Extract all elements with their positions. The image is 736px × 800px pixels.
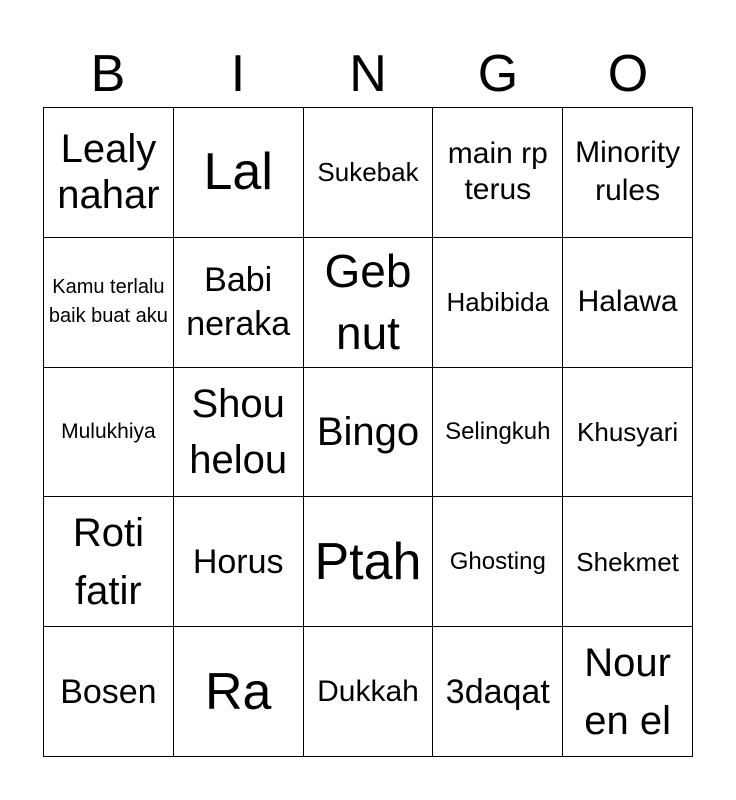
bingo-cell[interactable]	[44, 238, 174, 368]
bingo-cell[interactable]	[174, 108, 304, 238]
header-letter-n: N	[349, 45, 387, 103]
bingo-cell[interactable]	[304, 368, 434, 498]
cell-text: main rp terus	[447, 137, 548, 207]
header-letter-o: O	[607, 45, 649, 103]
cell-text: Selingkuh	[445, 417, 551, 445]
cell-text: Shekmet	[576, 546, 679, 577]
cell-text: Ghosting	[449, 547, 546, 575]
cell-text: Shou helou	[189, 381, 288, 482]
bingo-cell[interactable]	[433, 497, 563, 627]
bingo-cell[interactable]	[44, 497, 174, 627]
cell-text: 3daqat	[445, 672, 550, 711]
bingo-header	[43, 40, 693, 108]
cell-text: Ra	[204, 662, 272, 721]
bingo-cell[interactable]	[44, 627, 174, 757]
cell-text: Dukkah	[317, 674, 419, 708]
cell-text: Sukebak	[317, 157, 419, 188]
cell-text: Minority rules	[575, 136, 681, 208]
bingo-cell[interactable]	[174, 627, 304, 757]
bingo-cell[interactable]	[304, 627, 434, 757]
cell-text: Roti fatir	[72, 510, 144, 613]
bingo-cell[interactable]	[174, 497, 304, 627]
bingo-cell[interactable]	[304, 497, 434, 627]
header-letter-i: I	[230, 45, 246, 103]
cell-text: Halawa	[577, 285, 678, 319]
bingo-cell[interactable]	[433, 238, 563, 368]
bingo-cell[interactable]	[304, 238, 434, 368]
bingo-cell[interactable]	[563, 238, 693, 368]
bingo-cell[interactable]	[563, 108, 693, 238]
bingo-cell[interactable]	[433, 627, 563, 757]
bingo-cell[interactable]	[44, 108, 174, 238]
bingo-cell[interactable]	[44, 368, 174, 498]
cell-text: Bosen	[60, 672, 157, 711]
bingo-cell[interactable]	[433, 368, 563, 498]
header-letter-b: B	[90, 45, 126, 103]
bingo-cell[interactable]	[304, 108, 434, 238]
cell-text: Ptah	[314, 532, 422, 591]
bingo-cell[interactable]	[563, 627, 693, 757]
cell-text: Mulukhiya	[61, 419, 156, 443]
cell-text: Babi neraka	[186, 261, 291, 344]
cell-text: Geb nut	[324, 245, 412, 360]
bingo-cell[interactable]	[563, 368, 693, 498]
bingo-cell[interactable]	[563, 497, 693, 627]
bingo-cell[interactable]	[433, 108, 563, 238]
cell-text: Horus	[192, 542, 284, 581]
cell-text: Habibida	[446, 287, 550, 318]
bingo-grid	[43, 107, 693, 757]
cell-text: Lealy nahar	[57, 127, 160, 218]
cell-text: Kamu terlalu baik buat aku	[48, 276, 168, 328]
cell-text: Lal	[203, 143, 273, 202]
header-letter-g: G	[477, 45, 519, 103]
cell-text: Nour en el	[584, 640, 671, 743]
bingo-cell[interactable]	[174, 238, 304, 368]
bingo-cell[interactable]	[174, 368, 304, 498]
cell-text: Khusyari	[577, 416, 679, 447]
cell-text: Bingo	[316, 409, 420, 454]
